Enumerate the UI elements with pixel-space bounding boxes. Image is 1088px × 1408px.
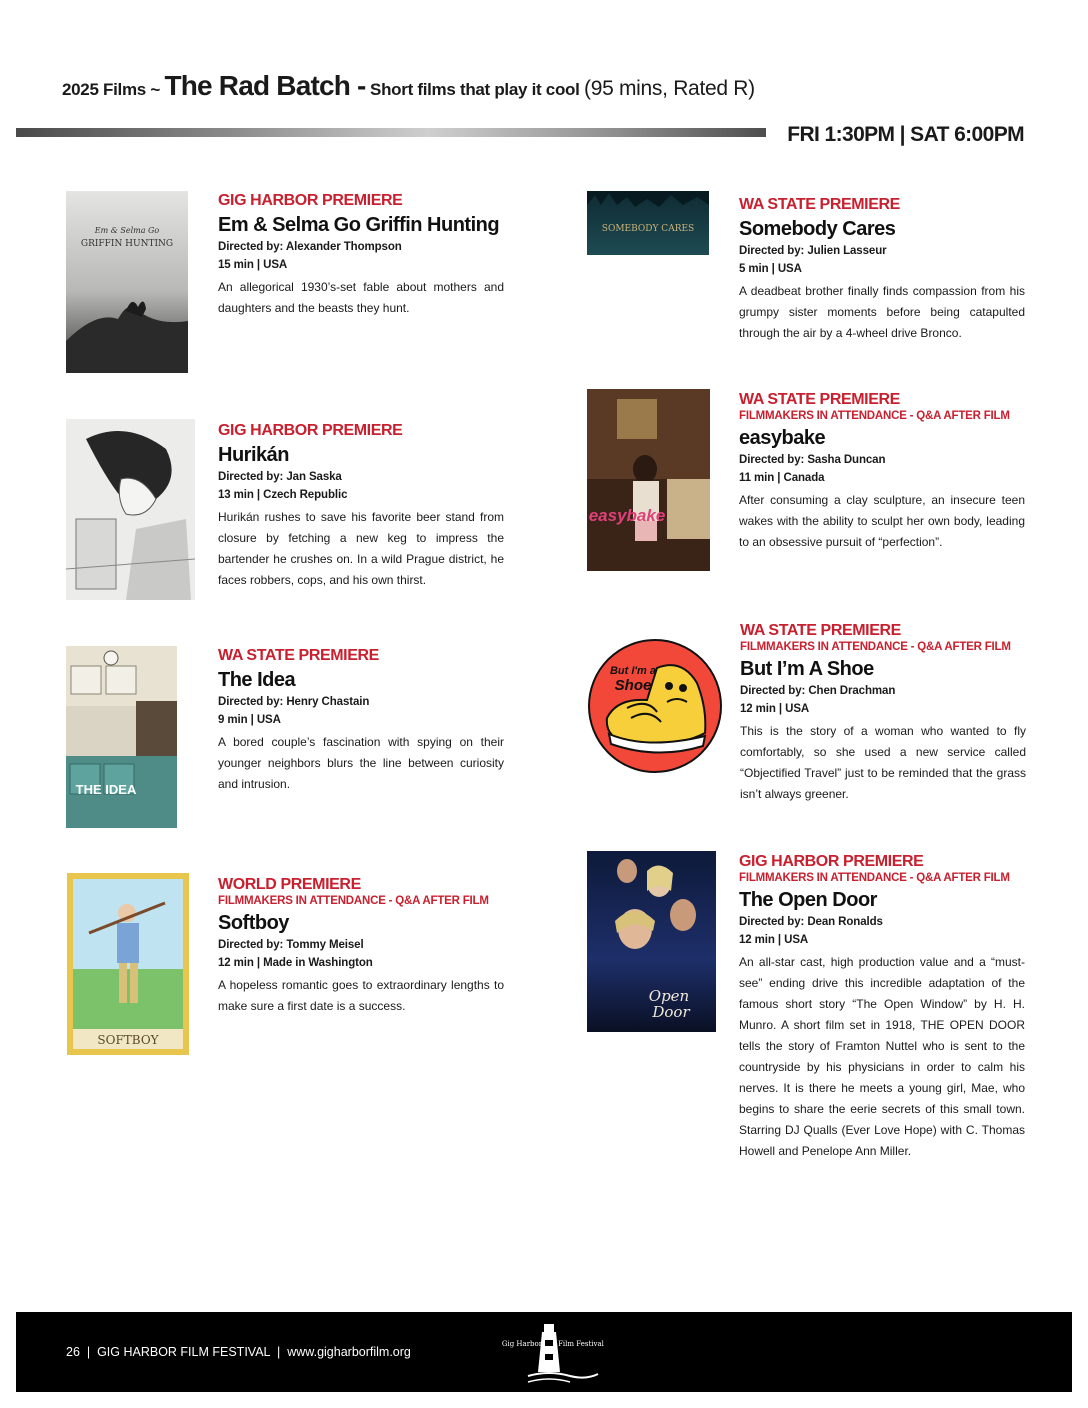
- film-director: Directed by: Henry Chastain: [218, 696, 370, 708]
- film-runtime: 13 min | Czech Republic: [218, 489, 348, 501]
- film-title: Softboy: [218, 912, 289, 934]
- film-poster: [67, 873, 189, 1055]
- film-director: Directed by: Tommy Meisel: [218, 939, 364, 951]
- film-poster: [66, 419, 195, 600]
- attendance-label: FILMMAKERS IN ATTENDANCE - Q&A AFTER FILM: [740, 641, 1011, 653]
- film-poster: [587, 638, 723, 774]
- film-description: A deadbeat brother finally finds compassion from his grumpy sister moments before being catapulted through the air by a 4-wheel drive Bronco.: [739, 284, 1025, 340]
- films-prefix: 2025 Films ~: [62, 80, 160, 99]
- attendance-label: FILMMAKERS IN ATTENDANCE - Q&A AFTER FILM: [218, 895, 489, 907]
- film-title: easybake: [739, 427, 826, 449]
- svg-text:SOFTBOY: SOFTBOY: [97, 1033, 159, 1047]
- film-description: This is the story of a woman who wanted to fly comfortably, so she used a new service called “Objectified Travel” just to be reminded that the grass isn’t always greener.: [740, 724, 1026, 801]
- film-description: An all-star cast, high production value and a “must-see” ending drive this incredible adaptation of the famous short story “The Open Window” by H. H. Munro. A short film set in 1918, THE OPEN DOOR tells the story of Framton Nuttel who is sent to the countryside by his physicians in order to calm his nerves. It is there he meets a young girl, Mae, who begins to share the eerie secrets of this small town. Starring DJ Qualls (Ever Love Hope) with C. Thomas Howell and Penelope Ann Miller.: [739, 955, 1025, 1158]
- page-footer: [16, 1312, 1072, 1392]
- film-poster: [587, 389, 710, 571]
- page-number: 26: [66, 1345, 80, 1359]
- film-director: Directed by: Alexander Thompson: [218, 241, 402, 253]
- film-description: Hurikán rushes to save his favorite beer stand from closure by fetching a new keg to impress the bartender he crushes on. In a wild Prague district, he faces robbers, cops, and his own thirst.: [218, 510, 504, 587]
- svg-text:GRIFFIN HUNTING: GRIFFIN HUNTING: [80, 239, 174, 249]
- film-runtime: 9 min | USA: [218, 714, 281, 726]
- film-description: After consuming a clay sculpture, an insecure teen wakes with the ability to sculpt her own body, leading to an obsessive pursuit of “perfection”.: [739, 493, 1025, 549]
- batch-tagline: Short films that play it cool: [370, 80, 580, 99]
- film-director: Directed by: Dean Ronalds: [739, 916, 883, 928]
- film-description: A bored couple’s fascination with spying on their younger neighbors blurs the line between curiosity and intrusion.: [218, 735, 504, 791]
- premiere-label: WA STATE PREMIERE: [739, 196, 900, 213]
- festival-name: GIG HARBOR FILM FESTIVAL: [97, 1345, 271, 1359]
- film-director: Directed by: Chen Drachman: [740, 685, 896, 697]
- film-runtime: 5 min | USA: [739, 263, 802, 275]
- svg-text:Shoe: Shoe: [614, 677, 652, 694]
- logo-left-text: Gig Harbor: [501, 1340, 543, 1348]
- film-poster: [587, 191, 709, 255]
- film-director: Directed by: Julien Lasseur: [739, 245, 887, 257]
- film-title: The Idea: [218, 669, 296, 691]
- svg-text:SOMEBODY CARES: SOMEBODY CARES: [601, 224, 695, 234]
- premiere-label: WA STATE PREMIERE: [218, 647, 379, 664]
- batch-meta: (95 mins, Rated R): [584, 77, 755, 100]
- film-title: The Open Door: [739, 889, 877, 911]
- film-title: Hurikán: [218, 444, 289, 466]
- svg-text:easybake: easybake: [588, 506, 666, 525]
- film-poster: [66, 191, 188, 373]
- footer-text: 26 | GIG HARBOR FILM FESTIVAL | www.gigharborfilm.org: [66, 1345, 411, 1359]
- batch-title: The Rad Batch -: [164, 70, 366, 101]
- film-runtime: 12 min | USA: [739, 934, 809, 946]
- film-runtime: 15 min | USA: [218, 259, 288, 271]
- page-header: [62, 70, 1062, 110]
- premiere-label: WORLD PREMIERE: [218, 876, 361, 893]
- svg-text:Door: Door: [652, 1003, 690, 1021]
- film-description: An allegorical 1930’s-set fable about mothers and daughters and the beasts they hunt.: [218, 280, 504, 315]
- film-title: Em & Selma Go Griffin Hunting: [218, 214, 500, 236]
- festival-url[interactable]: www.gigharborfilm.org: [287, 1345, 411, 1359]
- premiere-label: GIG HARBOR PREMIERE: [218, 422, 403, 439]
- premiere-label: GIG HARBOR PREMIERE: [739, 853, 924, 870]
- film-runtime: 12 min | Made in Washington: [218, 957, 373, 969]
- film-director: Directed by: Jan Saska: [218, 471, 342, 483]
- svg-text:THE IDEA: THE IDEA: [75, 782, 137, 797]
- attendance-label: FILMMAKERS IN ATTENDANCE - Q&A AFTER FILM: [739, 872, 1010, 884]
- film-description: A hopeless romantic goes to extraordinary lengths to make sure a first date is a success.: [218, 978, 504, 1013]
- film-poster: [66, 646, 177, 828]
- film-poster: [587, 851, 716, 1032]
- film-runtime: 12 min | USA: [740, 703, 810, 715]
- film-runtime: 11 min | Canada: [739, 472, 825, 484]
- premiere-label: GIG HARBOR PREMIERE: [218, 192, 403, 209]
- film-title: Somebody Cares: [739, 218, 896, 240]
- showtimes: FRI 1:30PM | SAT 6:00PM: [787, 123, 1024, 146]
- logo-right-text: Film Festival: [558, 1340, 604, 1348]
- svg-text:Open: Open: [648, 987, 690, 1005]
- festival-logo: [488, 1314, 608, 1390]
- header-divider: [16, 128, 766, 137]
- premiere-label: WA STATE PREMIERE: [739, 391, 900, 408]
- film-director: Directed by: Sasha Duncan: [739, 454, 886, 466]
- attendance-label: FILMMAKERS IN ATTENDANCE - Q&A AFTER FILM: [739, 410, 1010, 422]
- svg-text:But I'm a: But I'm a: [609, 665, 657, 677]
- premiere-label: WA STATE PREMIERE: [740, 622, 901, 639]
- svg-text:Em & Selma Go: Em & Selma Go: [94, 226, 160, 235]
- film-title: But I’m A Shoe: [740, 658, 874, 680]
